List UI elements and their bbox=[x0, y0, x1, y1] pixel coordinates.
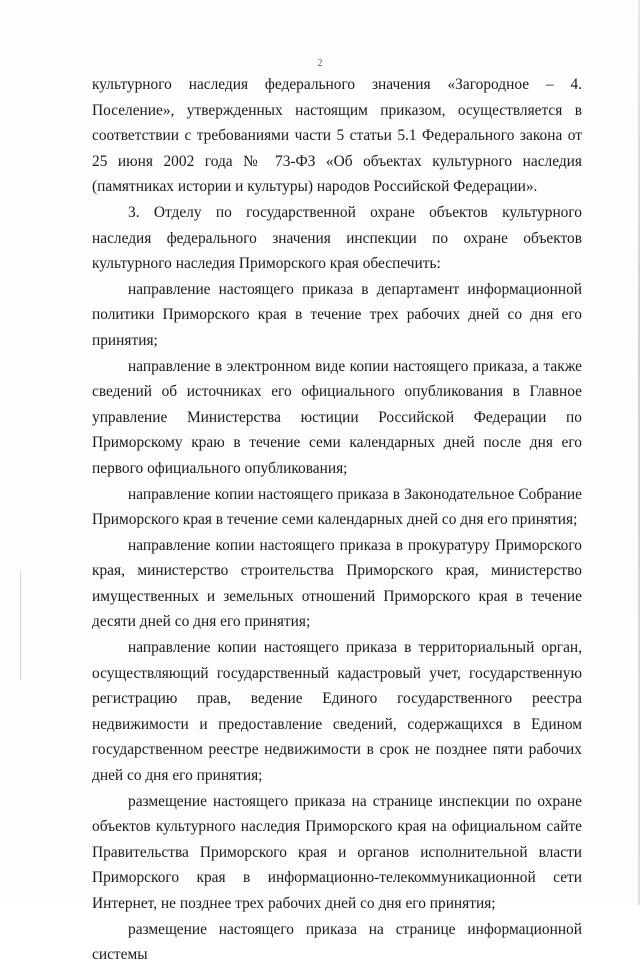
paragraph-cadastral: направление копии настоящего приказа в территориальный орган, осуществляющий государственный кадастровый учет, государственную регистрацию прав, ведение Единого государственного реестра недвижимости и предоставление сведений, содержащихся в Едином государственном реестре недвижимости в срок не позднее пяти рабочих дней со дня его принятия; bbox=[92, 639, 582, 785]
scan-margin-mark bbox=[20, 570, 21, 680]
paragraph-legislative-assembly: направление копии настоящего приказа в Законодательное Собрание Приморского края в течение семи календарных дней со дня его принятия; bbox=[92, 485, 582, 529]
paragraph-continuation: культурного наследия федерального значения «Загородное – 4. Поселение», утвержденных настоящим приказом, осуществляется в соответствии с требованиями части 5 статьи 5.1 Федерального закона от 25 июня 2002 года № 73-ФЗ «Об объектах культурного наследия (памятниках истории и культуры) народов Российской Федерации». bbox=[92, 76, 582, 196]
paragraph-info-policy: направление настоящего приказа в департамент информационной политики Приморского края в течение трех рабочих дней со дня его принятия; bbox=[92, 280, 582, 349]
document-body bbox=[92, 72, 582, 968]
paragraph-item-3: 3. Отделу по государственной охране объектов культурного наследия федерального значения инспекции по охране объектов культурного наследия Приморского края обеспечить: bbox=[92, 203, 582, 273]
paragraph-prosecutor: направление копии настоящего приказа в прокуратуру Приморского края, министерство строительства Приморского края, министерство имущественных и земельных отношений Приморского края в течение десяти дней со дня его принятия; bbox=[92, 536, 582, 631]
paragraph-ministry-justice: направление в электронном виде копии настоящего приказа, а также сведений об источниках его официального опубликования в Главное управление Министерства юстиции Российской Федерации по Приморскому краю в течение семи календарных дней после дня его первого официального опубликования; bbox=[92, 357, 582, 477]
paragraph-website: размещение настоящего приказа на странице инспекции по охране объектов культурного наследия Приморского края на официальном сайте Правительства Приморского края и органов исполнительной власти Приморского края в информационно-телекоммуникационной сети Интернет, не позднее трех рабочих дней со дня его принятия; bbox=[92, 792, 582, 912]
page-number: 2 bbox=[317, 58, 323, 69]
paragraph-info-system: размещение настоящего приказа на странице информационной системы bbox=[92, 920, 582, 964]
